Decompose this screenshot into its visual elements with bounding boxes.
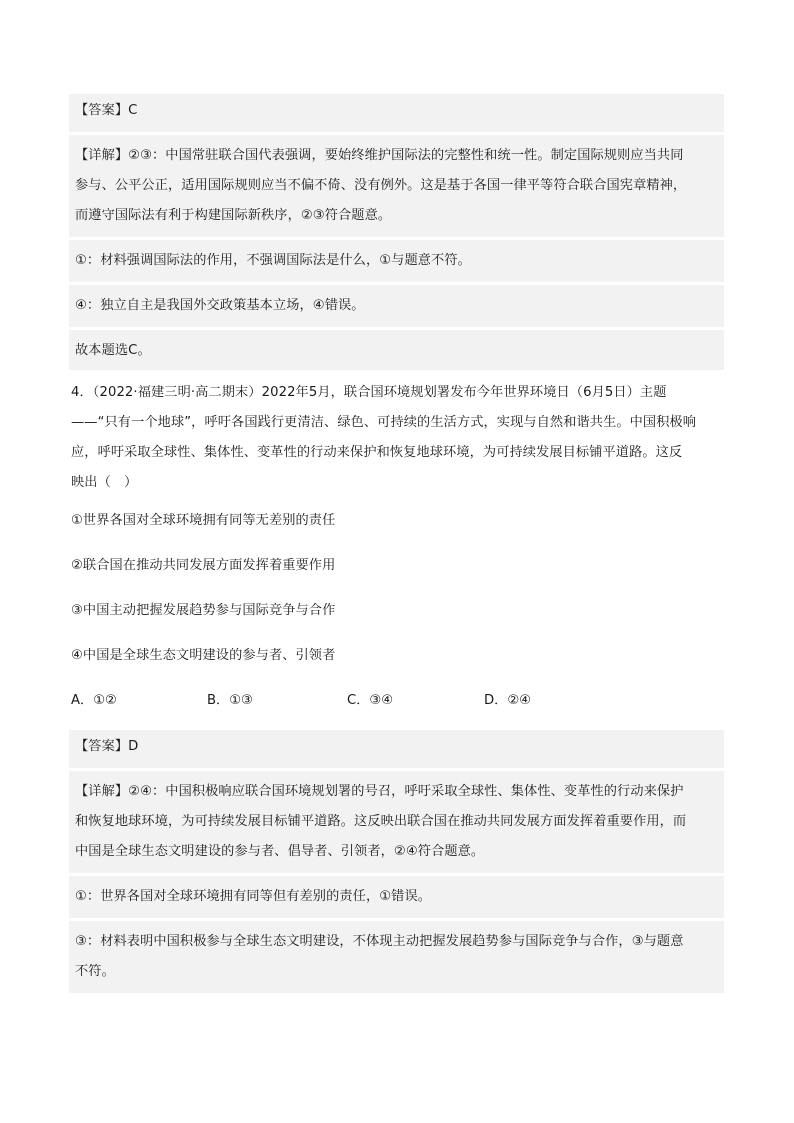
q3-note-1	[69, 237, 724, 282]
q3-answer-block	[69, 94, 724, 132]
note-line: ①：材料强调国际法的作用，不强调国际法是什么，①与题意不符。	[75, 253, 471, 268]
answer-label: 【答案】	[75, 739, 129, 754]
option-d: D．②④	[484, 693, 531, 708]
answer-value: D	[128, 739, 139, 754]
stem-line: 应，呼吁采取全球性、集体性、变革性的行动来保护和恢复地球环境，为可持续发展目标铺平道路。这反	[71, 445, 683, 460]
option-a: A．①②	[71, 693, 117, 708]
statement-4: ④中国是全球生态文明建设的参与者、引领者	[71, 648, 336, 663]
statement-1: ①世界各国对全球环境拥有同等无差别的责任	[71, 513, 336, 528]
statement-2: ②联合国在推动共同发展方面发挥着重要作用	[71, 558, 336, 573]
q4-note-3	[69, 918, 724, 993]
conclusion-line: 故本题选C。	[75, 343, 151, 358]
detail-line: 【详解】②④：中国积极响应联合国环境规划署的号召，呼吁采取全球性、集体性、变革性的行动来保护	[75, 784, 684, 799]
q4-detail-block	[69, 768, 724, 873]
detail-line: 参与、公平公正，适用国际规则应当不偏不倚、没有例外。这是基于各国一律平等符合联合国宪章精神，	[75, 178, 687, 193]
q3-note-2	[69, 282, 724, 327]
answer-label: 【答案】	[75, 103, 129, 118]
note-line: 不符。	[75, 964, 115, 979]
stem-line: 4．（2022·福建三明·高二期末）2022年5月，联合国环境规划署发布今年世界环境日（6月5日）主题	[71, 385, 667, 400]
q4-answer-line	[75, 732, 718, 762]
q4-options	[69, 686, 724, 716]
q3-detail-block	[69, 132, 724, 237]
stem-line: 映出（ ）	[71, 475, 138, 490]
q4-note-1	[69, 873, 724, 918]
detail-line: 中国是全球生态文明建设的参与者、倡导者、引领者，②④符合题意。	[75, 844, 485, 859]
answer-value: C	[128, 103, 138, 118]
detail-line: 而遵守国际法有利于构建国际新秩序，②③符合题意。	[75, 208, 392, 223]
stem-line: ——“只有一个地球”，呼吁各国践行更清洁、绿色、可持续的生活方式，实现与自然和谐共生。中国积极响	[71, 415, 697, 430]
statement-3: ③中国主动把握发展趋势参与国际竞争与合作	[71, 603, 336, 618]
document-page	[69, 94, 724, 993]
q3-answer-line	[75, 94, 718, 126]
q4-statements	[69, 498, 724, 671]
q4-stem	[69, 370, 724, 498]
q3-conclusion	[69, 327, 724, 370]
option-b: B．①③	[207, 693, 253, 708]
q4-answer-block	[69, 730, 724, 768]
option-c: C．③④	[347, 693, 394, 708]
detail-line: 和恢复地球环境，为可持续发展目标铺平道路。这反映出联合国在推动共同发展方面发挥着重要作用，而	[75, 814, 687, 829]
detail-line: 【详解】②③：中国常驻联合国代表强调，要始终维护国际法的完整性和统一性。制定国际规则应当共同	[75, 148, 684, 163]
note-line: ④：独立自主是我国外交政策基本立场，④错误。	[75, 298, 365, 313]
note-line: ①：世界各国对全球环境拥有同等但有差别的责任，①错误。	[75, 889, 432, 904]
note-line: ③：材料表明中国积极参与全球生态文明建设，不体现主动把握发展趋势参与国际竞争与合作，③与题意	[75, 934, 684, 949]
